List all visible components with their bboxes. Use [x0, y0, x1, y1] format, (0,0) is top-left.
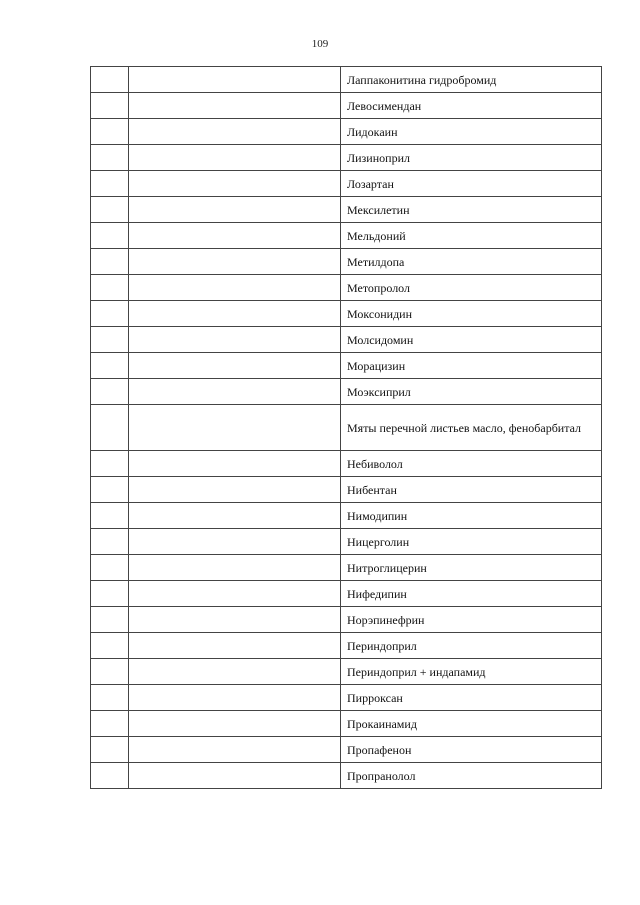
- row-index-cell: [91, 763, 129, 789]
- group-cell: [129, 93, 341, 119]
- drug-name: Прокаинамид: [347, 716, 417, 731]
- table-row: [91, 737, 602, 763]
- group-cell: [129, 477, 341, 503]
- table-row: [91, 249, 602, 275]
- group-cell: [129, 685, 341, 711]
- drug-name: Ницерголин: [347, 534, 410, 549]
- row-index-cell: [91, 659, 129, 685]
- drug-name-cell: [341, 529, 602, 555]
- table-row: [91, 93, 602, 119]
- drug-name-cell: [341, 67, 602, 93]
- drug-name-cell: [341, 145, 602, 171]
- drug-name-cell: [341, 737, 602, 763]
- row-index-cell: [91, 503, 129, 529]
- drug-name: Нибентан: [347, 482, 397, 497]
- row-index-cell: [91, 275, 129, 301]
- row-index-cell: [91, 737, 129, 763]
- group-cell: [129, 301, 341, 327]
- row-index-cell: [91, 685, 129, 711]
- table-row: [91, 607, 602, 633]
- drug-name-cell: [341, 659, 602, 685]
- drug-name-cell: [341, 405, 602, 451]
- table-row: [91, 145, 602, 171]
- drug-name: Нимодипин: [347, 508, 408, 523]
- drug-name-cell: [341, 503, 602, 529]
- row-index-cell: [91, 67, 129, 93]
- drug-name: Метилдопа: [347, 254, 405, 269]
- row-index-cell: [91, 379, 129, 405]
- drug-name-cell: [341, 223, 602, 249]
- table-row: [91, 659, 602, 685]
- table-row: [91, 301, 602, 327]
- group-cell: [129, 119, 341, 145]
- group-cell: [129, 529, 341, 555]
- row-index-cell: [91, 451, 129, 477]
- drug-name: Небиволол: [347, 456, 403, 471]
- group-cell: [129, 197, 341, 223]
- drug-name-cell: [341, 353, 602, 379]
- drug-name: Пропафенон: [347, 742, 412, 757]
- group-cell: [129, 555, 341, 581]
- drug-name-cell: [341, 685, 602, 711]
- table-row: [91, 711, 602, 737]
- row-index-cell: [91, 249, 129, 275]
- drug-name: Морацизин: [347, 358, 406, 373]
- table-row: [91, 763, 602, 789]
- drug-name-cell: [341, 197, 602, 223]
- table-row: [91, 327, 602, 353]
- table-row: [91, 555, 602, 581]
- group-cell: [129, 223, 341, 249]
- drug-name-cell: [341, 327, 602, 353]
- group-cell: [129, 327, 341, 353]
- drug-name-cell: [341, 301, 602, 327]
- row-index-cell: [91, 353, 129, 379]
- drug-name: Мяты перечной листьев масло, фенобарбитал: [347, 420, 582, 435]
- page-number: 109: [311, 38, 329, 50]
- table-row: [91, 405, 602, 451]
- drug-name: Периндоприл + индапамид: [347, 664, 486, 679]
- table-row: [91, 353, 602, 379]
- drug-name: Левосимендан: [347, 98, 422, 113]
- group-cell: [129, 711, 341, 737]
- drug-name: Норэпинефрин: [347, 612, 425, 627]
- table-row: [91, 223, 602, 249]
- drug-name: Лизиноприл: [347, 150, 410, 165]
- drug-name: Лозартан: [347, 176, 394, 191]
- row-index-cell: [91, 405, 129, 451]
- group-cell: [129, 451, 341, 477]
- group-cell: [129, 275, 341, 301]
- drug-name: Нитроглицерин: [347, 560, 427, 575]
- drug-name-cell: [341, 119, 602, 145]
- group-cell: [129, 379, 341, 405]
- table-row: [91, 529, 602, 555]
- row-index-cell: [91, 581, 129, 607]
- drug-name: Лаппаконитина гидробромид: [347, 72, 497, 87]
- drug-name: Метопролол: [347, 280, 411, 295]
- table-row: [91, 67, 602, 93]
- drug-table: [90, 66, 602, 789]
- row-index-cell: [91, 607, 129, 633]
- table-row: [91, 581, 602, 607]
- drug-name: Пропранолол: [347, 768, 416, 783]
- group-cell: [129, 405, 341, 451]
- table-row: [91, 477, 602, 503]
- group-cell: [129, 171, 341, 197]
- row-index-cell: [91, 145, 129, 171]
- row-index-cell: [91, 477, 129, 503]
- group-cell: [129, 249, 341, 275]
- table-row: [91, 685, 602, 711]
- row-index-cell: [91, 197, 129, 223]
- table-row: [91, 633, 602, 659]
- row-index-cell: [91, 223, 129, 249]
- drug-name: Мексилетин: [347, 202, 410, 217]
- row-index-cell: [91, 529, 129, 555]
- group-cell: [129, 737, 341, 763]
- drug-name-cell: [341, 275, 602, 301]
- drug-name-cell: [341, 555, 602, 581]
- group-cell: [129, 763, 341, 789]
- drug-name-cell: [341, 581, 602, 607]
- table-row: [91, 197, 602, 223]
- group-cell: [129, 353, 341, 379]
- row-index-cell: [91, 119, 129, 145]
- table-row: [91, 171, 602, 197]
- group-cell: [129, 581, 341, 607]
- drug-name-cell: [341, 451, 602, 477]
- drug-name-cell: [341, 249, 602, 275]
- drug-name-cell: [341, 711, 602, 737]
- drug-name-cell: [341, 93, 602, 119]
- group-cell: [129, 607, 341, 633]
- drug-table-body: [91, 67, 602, 789]
- drug-name: Молсидомин: [347, 332, 414, 347]
- row-index-cell: [91, 327, 129, 353]
- drug-name-cell: [341, 171, 602, 197]
- group-cell: [129, 503, 341, 529]
- row-index-cell: [91, 555, 129, 581]
- table-row: [91, 119, 602, 145]
- drug-name-cell: [341, 477, 602, 503]
- drug-name: Нифедипин: [347, 586, 407, 601]
- drug-name-cell: [341, 379, 602, 405]
- drug-name: Пирроксан: [347, 690, 403, 705]
- row-index-cell: [91, 93, 129, 119]
- group-cell: [129, 659, 341, 685]
- row-index-cell: [91, 301, 129, 327]
- drug-name: Моэксиприл: [347, 384, 411, 399]
- drug-name-cell: [341, 633, 602, 659]
- drug-name: Периндоприл: [347, 638, 417, 653]
- drug-name: Мельдоний: [347, 228, 406, 243]
- row-index-cell: [91, 171, 129, 197]
- group-cell: [129, 67, 341, 93]
- drug-name: Лидокаин: [347, 124, 398, 139]
- drug-name-cell: [341, 763, 602, 789]
- table-row: [91, 451, 602, 477]
- table-row: [91, 503, 602, 529]
- group-cell: [129, 145, 341, 171]
- table-row: [91, 275, 602, 301]
- row-index-cell: [91, 633, 129, 659]
- row-index-cell: [91, 711, 129, 737]
- drug-name: Моксонидин: [347, 306, 413, 321]
- drug-name-cell: [341, 607, 602, 633]
- group-cell: [129, 633, 341, 659]
- table-row: [91, 379, 602, 405]
